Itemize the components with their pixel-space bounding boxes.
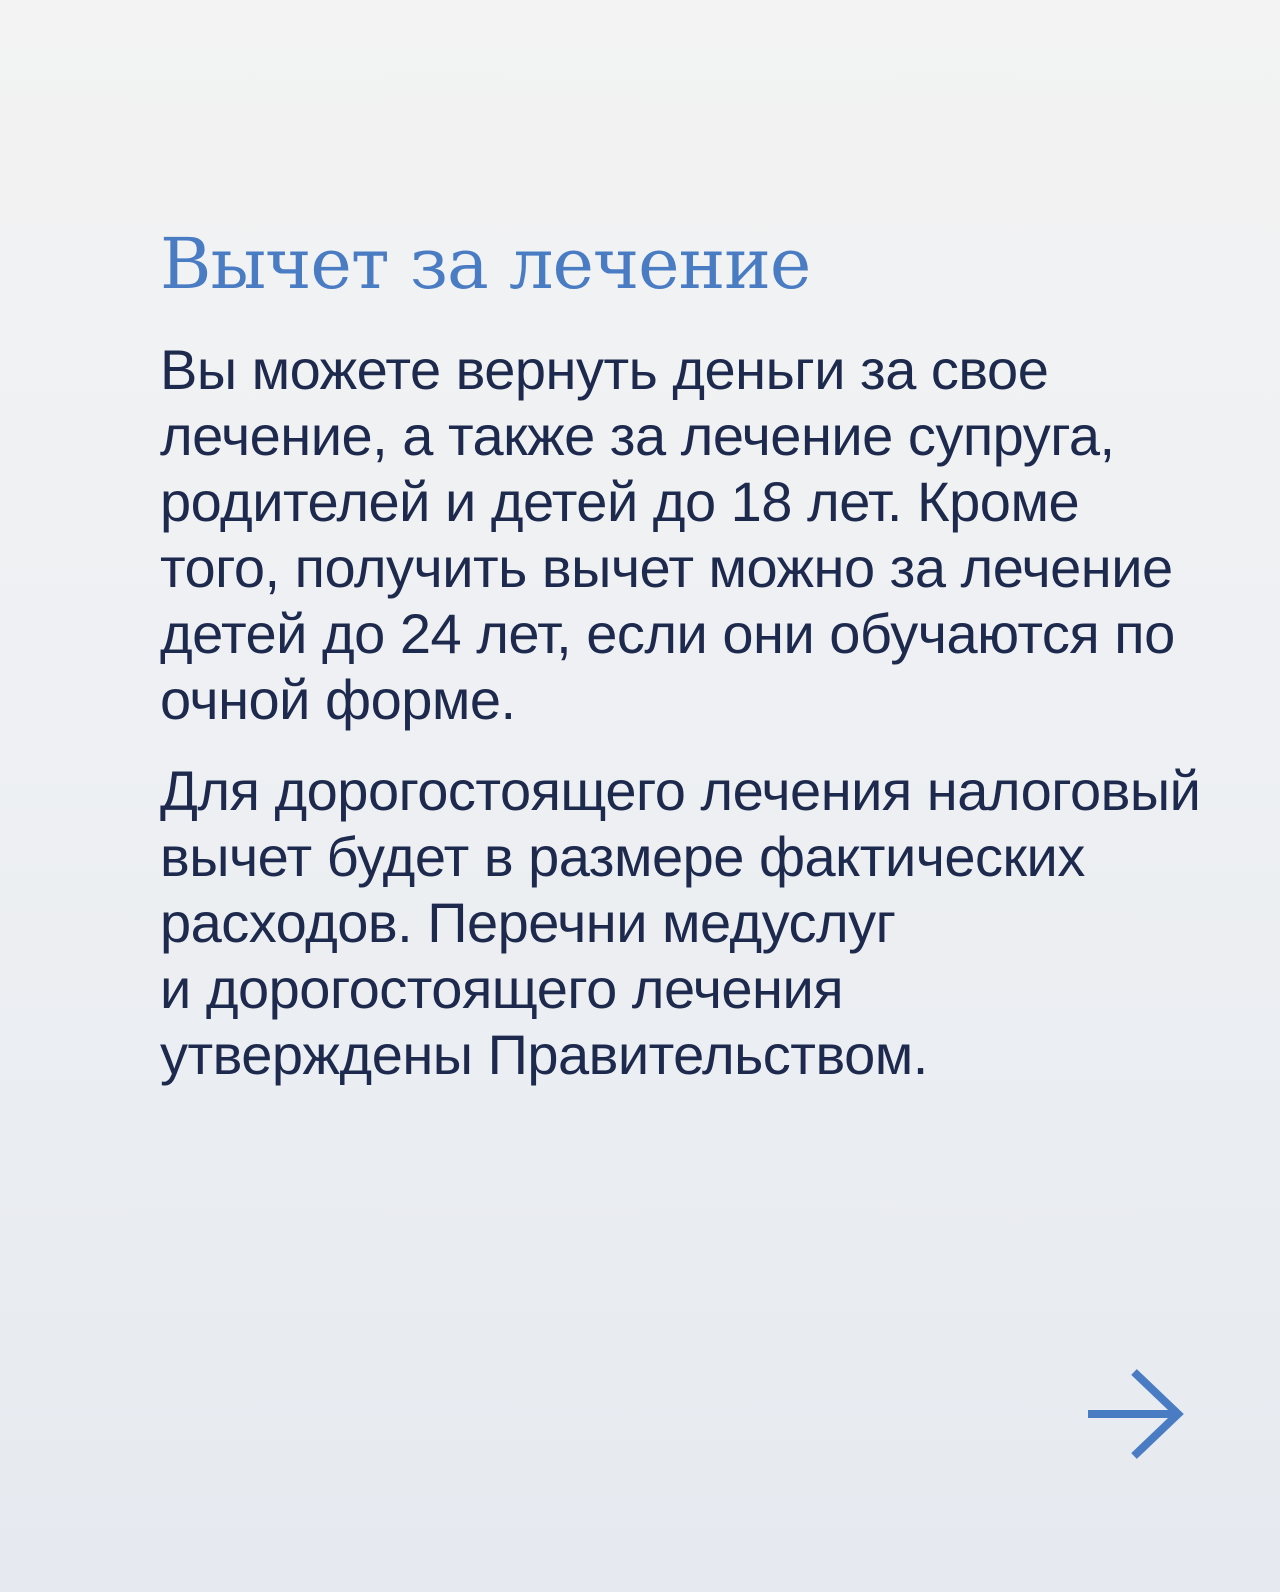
- paragraph-1-line: того, получить вычет можно за лечение: [160, 536, 1173, 599]
- slide-title: Вычет за лечение: [160, 223, 811, 305]
- paragraph-1-line: Вы можете вернуть деньги за свое: [160, 338, 1049, 401]
- paragraph-1-line: очной форме.: [160, 668, 516, 731]
- arrow-right-icon[interactable]: [1084, 1366, 1188, 1462]
- paragraph-2-line: утверждены Правительством.: [160, 1023, 928, 1086]
- paragraph-2-line: расходов. Перечни медуслуг: [160, 891, 896, 954]
- paragraph-2-line: Для дорогостоящего лечения налоговый: [160, 759, 1201, 822]
- paragraph-1: [160, 337, 1240, 733]
- paragraph-1-line: родителей и детей до 18 лет. Кроме: [160, 470, 1080, 533]
- paragraph-1-line: детей до 24 лет, если они обучаются по: [160, 602, 1175, 665]
- paragraph-2: [160, 758, 1240, 1088]
- paragraph-1-line: лечение, а также за лечение супруга,: [160, 404, 1115, 467]
- arrow-right-icon-graphic: [1084, 1366, 1188, 1462]
- paragraph-2-line: вычет будет в размере фактических: [160, 825, 1085, 888]
- paragraph-2-line: и дорогостоящего лечения: [160, 957, 844, 1020]
